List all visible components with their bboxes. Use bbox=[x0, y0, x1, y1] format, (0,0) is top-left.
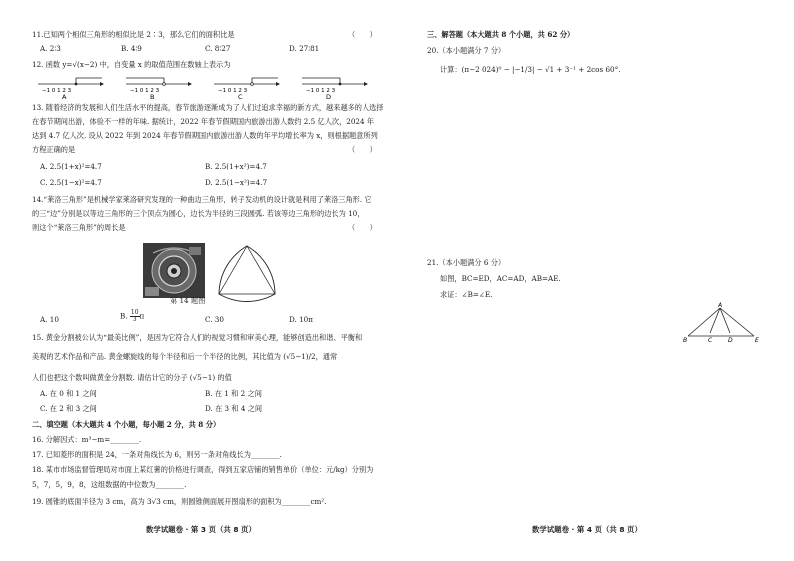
q13-option-b: B. 2.5(1+x²)=4.7 bbox=[205, 162, 267, 171]
q15-line3: 人们也把这个数叫做黄金分割数. 请估计它的分子 (√5−1) 的值 bbox=[32, 373, 232, 382]
point-b-label: B bbox=[683, 337, 688, 344]
point-e-label: E bbox=[755, 337, 759, 344]
point-c-label: C bbox=[708, 337, 713, 344]
q14-option-c: C. 30 bbox=[205, 315, 224, 324]
number-line-d bbox=[302, 78, 368, 100]
q15-option-a: A. 在 0 和 1 之间 bbox=[40, 389, 97, 398]
q13-line3: 达到 4.7 亿人次. 设从 2022 年到 2024 年春节假期国内旅游出游人数的年平均增长率为 x，则根据题意所列 bbox=[32, 131, 378, 140]
q11-option-d: D. 27∶81 bbox=[289, 44, 320, 53]
q14-option-a: A. 10 bbox=[40, 315, 59, 324]
q16: 16. 分解因式：m³−m=________. bbox=[32, 435, 142, 444]
exam-page-4 bbox=[400, 0, 794, 561]
point-a-label: A bbox=[718, 302, 723, 309]
q19: 19. 圆锥的底面半径为 3 cm，高为 3√3 cm，则圆锥侧面展开图扇形的面积为________cm². bbox=[32, 497, 327, 506]
q14-figure-caption: 第 14 题图 bbox=[170, 296, 206, 305]
section-3-heading: 三、解答题（本大题共 8 个小题，共 62 分） bbox=[427, 30, 575, 39]
q12-number-lines bbox=[36, 72, 376, 100]
q13-option-d: D. 2.5(1−x²)=4.7 bbox=[205, 178, 268, 187]
q13-line4: 方程正确的是 bbox=[32, 145, 76, 154]
page-3-footer: 数学试题卷 · 第 3 页（共 8 页） bbox=[146, 525, 256, 534]
q15-line2: 美观的艺术作品和产品. 黄金螺旋线的每个半径和后一个半径的比例，其比值为 (√5−1)/2，通常 bbox=[32, 352, 338, 361]
label-d: D bbox=[326, 93, 332, 100]
q21-triangle-figure bbox=[682, 300, 766, 344]
q18-line2: 5，7，5，9，8，这组数据的中位数为________. bbox=[32, 480, 187, 489]
svg-text:−1 0 1 2 3: −1 0 1 2 3 bbox=[218, 88, 248, 94]
q21-given: 如图，BC=ED，AC=AD，AB=AE. bbox=[440, 274, 561, 283]
q11-option-c: C. 8∶27 bbox=[205, 44, 231, 53]
number-line-c bbox=[214, 78, 280, 100]
label-b: B bbox=[150, 93, 155, 100]
q15-option-c: C. 在 2 和 3 之间 bbox=[40, 404, 97, 413]
point-d-label: D bbox=[728, 337, 733, 344]
q14-answer-paren: （ ） bbox=[348, 223, 377, 232]
q11-option-b: B. 4∶9 bbox=[121, 44, 142, 53]
q14-option-d: D. 10π bbox=[289, 315, 313, 324]
q12-stem: 12. 函数 y=√(x−2) 中，自变量 x 的取值范围在数轴上表示为 bbox=[32, 60, 231, 69]
q14-line3: 则这个“莱洛三角形”的周长是 bbox=[32, 223, 126, 232]
q14-option-b: B. $\frac{10}{3}$ π bbox=[120, 309, 145, 323]
label-c: C bbox=[238, 93, 243, 100]
q17: 17. 已知菱形的面积是 24，一条对角线长为 6，则另一条对角线长为________. bbox=[32, 450, 282, 459]
section-2-heading: 二、填空题（本大题共 4 个小题，每小题 2 分，共 8 分） bbox=[32, 420, 221, 429]
reuleaux-triangle-figure bbox=[212, 242, 282, 302]
number-line-b bbox=[126, 78, 192, 100]
q18-line1: 18. 某市市场监督管理局对市面上某红薯的价格进行调查，得到五家店铺的销售单价（单位：元/kg）分别为 bbox=[32, 465, 374, 474]
q21-prove: 求证：∠B=∠E. bbox=[440, 290, 493, 299]
q21-heading: 21.（本小题满分 6 分） bbox=[427, 258, 506, 267]
q15-option-b: B. 在 1 和 2 之间 bbox=[205, 389, 262, 398]
q14-line2: 的三“边”分别是以等边三角形的三个顶点为圆心，边长为半径的三段圆弧. 若该等边三角形的边长为 10， bbox=[32, 209, 365, 218]
q13-answer-paren: （ ） bbox=[348, 145, 377, 154]
q11-stem: 11.已知两个相似三角形的相似比是 2∶3，那么它们的面积比是 bbox=[32, 30, 235, 39]
svg-text:−1 0 1 2 3: −1 0 1 2 3 bbox=[42, 88, 72, 94]
q20-expression: 计算：(π−2 024)⁰ − |−1/3| − √1 + 3⁻¹ + 2cos 60°. bbox=[440, 65, 621, 74]
q14-line1: 14.“莱洛三角形”是机械学家莱洛研究发现的一种曲边三角形，转子发动机的设计就是利用了莱洛三角形. 它 bbox=[32, 195, 372, 204]
label-a: A bbox=[62, 93, 67, 100]
svg-text:−1 0 1 2 3: −1 0 1 2 3 bbox=[306, 88, 336, 94]
q13-option-a: A. 2.5(1+x)²=4.7 bbox=[40, 162, 102, 171]
q11-option-a: A. 2∶3 bbox=[40, 44, 61, 53]
q15-option-d: D. 在 3 和 4 之间 bbox=[205, 404, 263, 413]
q15-line1: 15. 黄金分割被公认为“最美比例”，是因为它符合人们的视觉习惯和审美心理，能够创造出和谐、平衡和 bbox=[32, 333, 363, 342]
q13-line2: 在春节期间出游，体验不一样的年味. 据统计，2022 年春节假期国内旅游出游人数约 2.5 亿人次，2024 年 bbox=[32, 117, 375, 126]
svg-text:−1 0 1 2 3: −1 0 1 2 3 bbox=[130, 88, 160, 94]
q13-option-c: C. 2.5(1−x)²=4.7 bbox=[40, 178, 102, 187]
rotary-engine-photo bbox=[143, 243, 205, 298]
q13-line1: 13. 随着经济的发展和人们生活水平的提高，春节旅游逐渐成为了人们过追求幸福的新方式，越来越多的人选择 bbox=[32, 103, 384, 112]
number-line-a bbox=[38, 78, 104, 100]
q20-heading: 20.（本小题满分 7 分） bbox=[427, 46, 506, 55]
page-4-footer: 数学试题卷 · 第 4 页（共 8 页） bbox=[532, 525, 642, 534]
q11-answer-paren: （ ） bbox=[348, 30, 377, 39]
